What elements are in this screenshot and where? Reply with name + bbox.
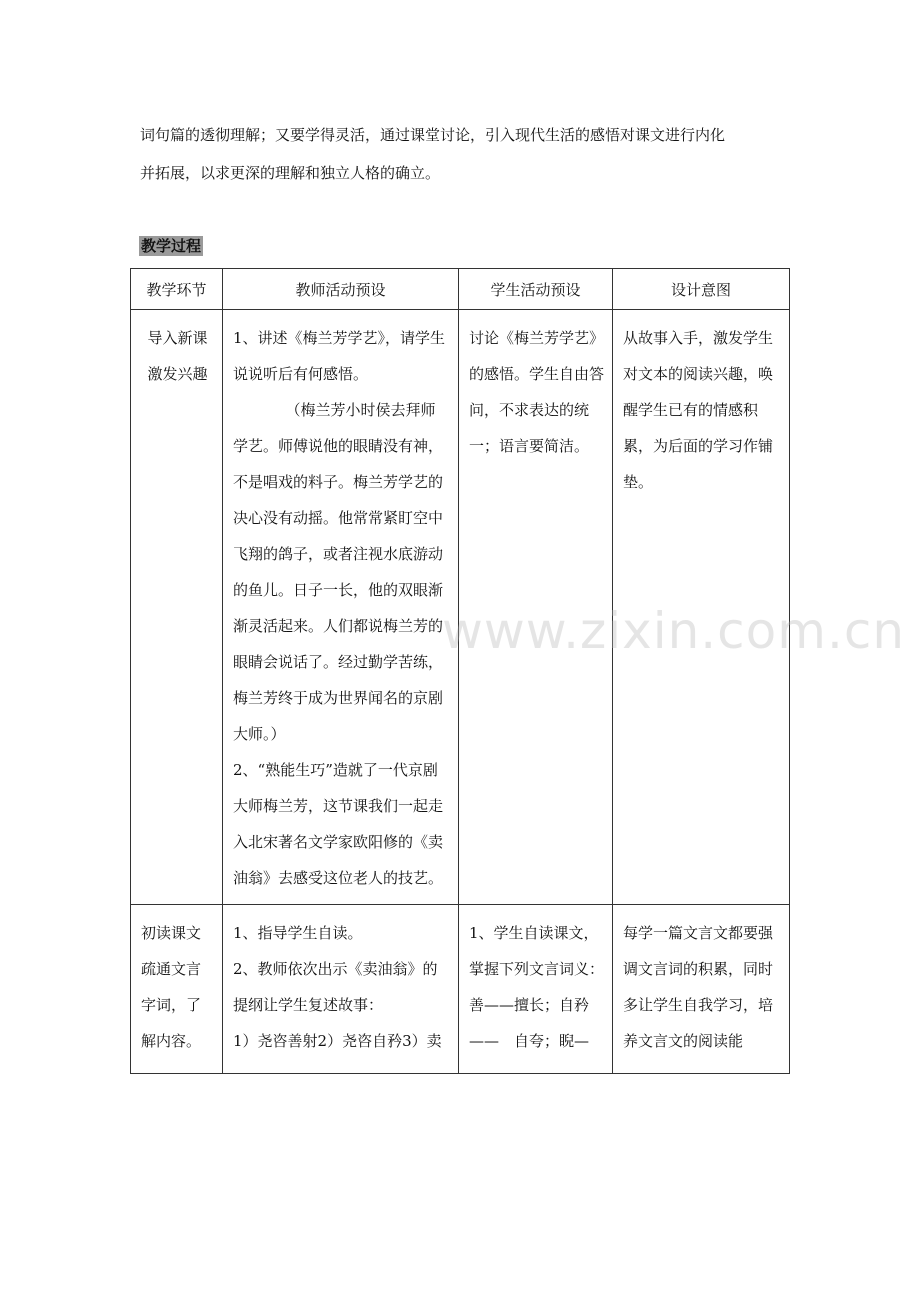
teacher-paragraph: 1）尧咨善射2）尧咨自矜3）卖 <box>233 1032 442 1050</box>
stage-text: 初读课文疏通文言字词，了解内容。 <box>141 924 202 1050</box>
intro-line-2: 并拓展，以求更深的理解和独立人格的确立。 <box>140 164 441 182</box>
student-text: 1、学生自读课文，掌握下列文言词义：善——擅长；自矜—— 自夸；睨— <box>469 924 605 1050</box>
cell-teacher <box>223 905 459 1074</box>
cell-intent <box>613 905 790 1074</box>
intro-paragraph <box>140 116 790 192</box>
lesson-table <box>130 268 790 1074</box>
header-intent: 设计意图 <box>613 269 790 310</box>
header-student: 学生活动预设 <box>459 269 613 310</box>
intent-text: 从故事入手，激发学生对文本的阅读兴趣，唤醒学生已有的情感积累，为后面的学习作铺垫。 <box>623 329 774 491</box>
teacher-paragraph: 1、指导学生自读。 <box>233 924 363 942</box>
cell-student <box>459 905 613 1074</box>
teacher-paragraph: （梅兰芳小时侯去拜师学艺。师傅说他的眼睛没有神，不是唱戏的料子。梅兰芳学艺的决心没有动摇。他常常紧盯空中飞翔的鸽子，或者注视水底游动的鱼儿。日子一长，他的双眼渐渐灵活起来。人们都说梅兰芳的眼睛会说话了。经过勤学苦练，梅兰芳终于成为世界闻名的京剧大师。） <box>233 401 444 743</box>
cell-stage <box>131 310 223 905</box>
header-teacher: 教师活动预设 <box>223 269 459 310</box>
header-stage: 教学环节 <box>131 269 223 310</box>
teacher-paragraph: 2、教师依次出示《卖油翁》的提纲让学生复述故事： <box>233 960 438 1014</box>
cell-intent <box>613 310 790 905</box>
table-header-row <box>131 269 790 310</box>
section-title: 教学过程 <box>141 237 202 255</box>
cell-stage <box>131 905 223 1074</box>
table-row <box>131 310 790 905</box>
intro-line-1: 词句篇的透彻理解；又要学得灵活，通过课堂讨论，引入现代生活的感悟对课文进行内化 <box>140 126 726 144</box>
table-row <box>131 905 790 1074</box>
teacher-paragraph: 2、“熟能生巧”造就了一代京剧大师梅兰芳，这节课我们一起走入北宋著名文学家欧阳修的《卖油翁》去感受这位老人的技艺。 <box>233 761 444 887</box>
teacher-paragraph: 1、讲述《梅兰芳学艺》，请学生说说听后有何感悟。 <box>233 329 446 383</box>
cell-student <box>459 310 613 905</box>
intent-text: 每学一篇文言文都要强调文言词的积累，同时多让学生自我学习，培养文言文的阅读能 <box>623 924 774 1050</box>
cell-teacher <box>223 310 459 905</box>
watermark: www.zixin.com.cn <box>442 602 906 660</box>
stage-text: 导入新课激发兴趣 <box>147 329 208 383</box>
student-text: 讨论《梅兰芳学艺》的感悟。学生自由答问，不求表达的统一；语言要简洁。 <box>469 329 605 455</box>
